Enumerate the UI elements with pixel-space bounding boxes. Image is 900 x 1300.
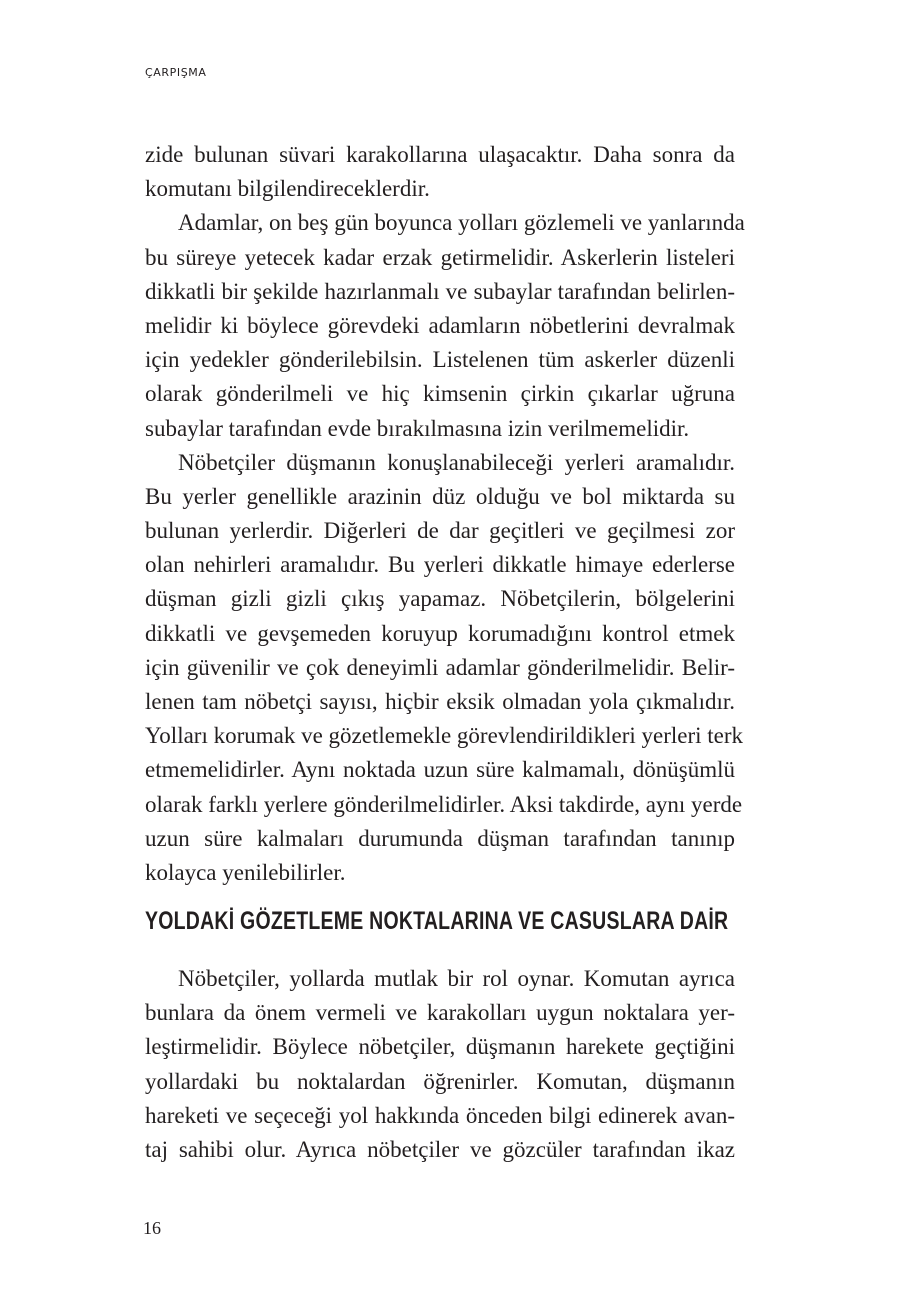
text-line: kolayca yenilebilirler. xyxy=(145,859,346,885)
running-head: ÇARPIŞMA xyxy=(145,66,207,79)
body-text-top xyxy=(145,138,745,890)
text-line: Bu yerler genellikle arazinin düz olduğu ve bol miktarda su xyxy=(145,483,735,509)
text-line: bu süreye yetecek kadar erzak getirmelidir. Askerlerin listeleri xyxy=(145,244,735,270)
text-line: dikkatli ve gevşemeden koruyup korumadığını kontrol etmek xyxy=(145,620,735,646)
text-line: için yedekler gönderilebilsin. Listelenen tüm askerler düzenli xyxy=(145,347,735,373)
text-line: uzun süre kalmaları durumunda düşman tarafından tanınıp xyxy=(145,825,735,851)
text-line: olarak gönderilmeli ve hiç kimsenin çirkin çıkarlar uğruna xyxy=(145,381,735,407)
text-line: taj sahibi olur. Ayrıca nöbetçiler ve gözcüler tarafından ikaz xyxy=(145,1136,735,1162)
page-number: 16 xyxy=(143,1218,161,1238)
text-line: için güvenilir ve çok deneyimli adamlar gönderilmelidir. Belir- xyxy=(145,654,735,680)
text-line: leştirmelidir. Böylece nöbetçiler, düşmanın harekete geçtiğini xyxy=(145,1034,735,1060)
text-line: bunlara da önem vermeli ve karakolları uygun noktalara yer- xyxy=(145,1000,735,1026)
paragraph xyxy=(145,138,735,206)
text-line: olan nehirleri aramalıdır. Bu yerleri dikkatle himaye ederlerse xyxy=(145,552,735,578)
section-heading: YOLDAKİ GÖZETLEME NOKTALARINA VE CASUSLARA DAİR xyxy=(145,907,729,935)
text-line: yollardaki bu noktalardan öğrenirler. Komutan, düşmanın xyxy=(145,1068,735,1094)
text-line: Yolları korumak ve gözetlemekle görevlendirildikleri yerleri terk xyxy=(145,723,744,749)
text-line: melidir ki böylece görevdeki adamların nöbetlerini devralmak xyxy=(145,312,735,338)
paragraph xyxy=(145,206,745,445)
paragraph xyxy=(145,962,735,1167)
text-line: subaylar tarafından evde bırakılmasına izin verilmemelidir. xyxy=(145,415,690,441)
text-line: lenen tam nöbetçi sayısı, hiçbir eksik olmadan yola çıkmalıdır. xyxy=(145,689,735,714)
text-line: hareketi ve seçeceği yol hakkında önceden bilgi edinerek avan- xyxy=(145,1102,735,1128)
text-line: etmemelidirler. Aynı noktada uzun süre kalmamalı, dönüşümlü xyxy=(145,757,735,783)
paragraph xyxy=(145,446,744,890)
text-line: olarak farklı yerlere gönderilmelidirler. Aksi takdirde, aynı yerde xyxy=(145,791,743,817)
text-line: bulunan yerlerdir. Diğerleri de dar geçitleri ve geçilmesi zor xyxy=(145,518,735,544)
text-line: Nöbetçiler düşmanın konuşlanabileceği yerleri aramalıdır. xyxy=(178,449,735,475)
text-line: zide bulunan süvari karakollarına ulaşacaktır. Daha sonra da xyxy=(145,142,735,167)
text-line: komutanı bilgilendireceklerdir. xyxy=(145,176,430,202)
text-line: Adamlar, on beş gün boyunca yolları gözlemeli ve yanlarında xyxy=(178,210,745,236)
body-text-bottom xyxy=(145,962,735,1167)
text-line: dikkatli bir şekilde hazırlanmalı ve subaylar tarafından belirlen- xyxy=(145,278,735,304)
text-line: düşman gizli gizli çıkış yapamaz. Nöbetçilerin, bölgelerini xyxy=(145,586,735,612)
text-line: Nöbetçiler, yollarda mutlak bir rol oynar. Komutan ayrıca xyxy=(178,966,735,991)
